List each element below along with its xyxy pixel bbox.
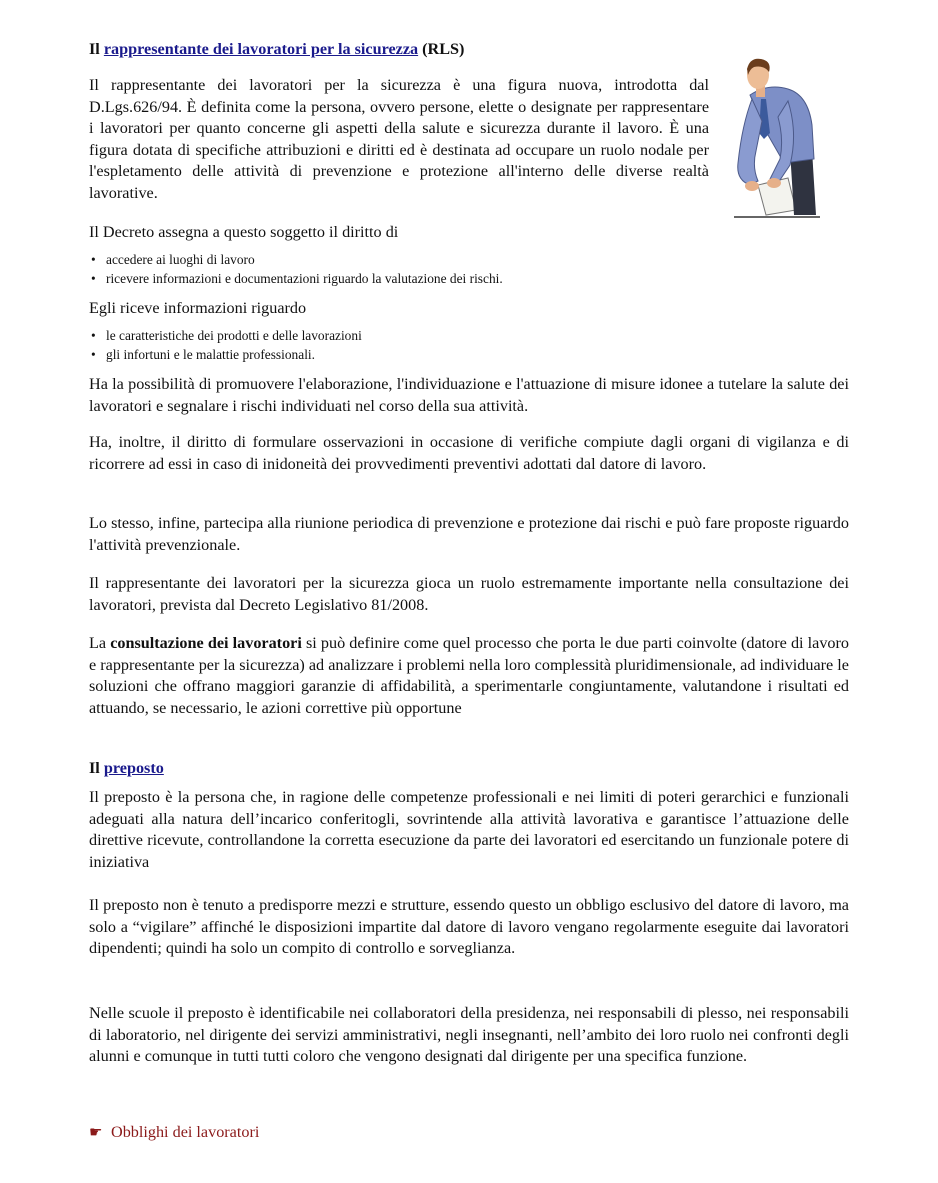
consultazione-prefix: La [89,634,111,652]
consultazione-paragraph [89,633,849,719]
rls-heading-suffix: (RLS) [418,40,465,58]
rls-info-list [89,326,789,364]
rls-info-heading: Egli riceve informazioni riguardo [89,299,307,317]
man-reading-document-illustration [728,55,823,220]
consultazione-body: si può definire come quel processo che porta le due parti coinvolte (datore di lavoro e rappresentante per la sicurezza) ad analizzare i problemi nella loro complessità pluridimensionale, ad individuare le soluzioni che offrano maggiori garanzie di affidabilità, a sperimentarle congiuntamente, valutandone i risultati ed attuando, se necessario, le azioni correttive più opportune [89,634,850,717]
rls-paragraph-2: Ha, inoltre, il diritto di formulare osservazioni in occasione di verifiche compiute dagli organi di vigilanza e di ricorrere ad essi in caso di inidoneità dei provvedimenti preventivi adottati dal datore di lavoro. [89,433,849,473]
list-item: • accedere ai luoghi di lavoro [89,250,789,269]
pointing-hand-icon: ☛ [89,1123,103,1141]
rls-rights-list [89,250,789,288]
list-item: • ricevere informazioni e documentazioni riguardo la valutazione dei rischi. [89,269,789,288]
preposto-heading [89,758,164,780]
preposto-heading-link[interactable]: preposto [103,759,164,777]
preposto-paragraph-2: Il preposto non è tenuto a predisporre mezzi e strutture, essendo questo un obbligo esclusivo del datore di lavoro, ma solo a “vigilare” affinché le disposizioni impartite dal datore di lavoro vengano regolarmente eseguite dai lavoratori dipendenti; quindi ha solo un compito di controllo e sorveglianza. [89,896,849,957]
preposto-heading-prefix: Il [89,759,104,777]
rls-heading-link[interactable]: rappresentante dei lavoratori per la sicurezza [103,40,419,58]
rls-paragraph-1: Ha la possibilità di promuovere l'elaborazione, l'individuazione e l'attuazione di misure idonee a tutelare la salute dei lavoratori e segnalare i rischi individuati nel corso della sua attività. [89,375,849,415]
list-item: • le caratteristiche dei prodotti e delle lavorazioni [89,326,789,345]
obblighi-lavoratori-link[interactable]: Obblighi dei lavoratori [111,1123,260,1141]
rls-paragraph-3: Lo stesso, infine, partecipa alla riunione periodica di prevenzione e protezione dai rischi e può fare proposte riguardo l'attività prevenzionale. [89,514,849,554]
footer-nav [89,1122,259,1144]
list-item: • gli infortuni e le malattie professionali. [89,345,789,364]
rls-heading [89,39,464,61]
rls-paragraph-4: Il rappresentante dei lavoratori per la sicurezza gioca un ruolo estremamente importante nella consultazione dei lavoratori, prevista dal Decreto Legislativo 81/2008. [89,574,849,614]
preposto-paragraph-1: Il preposto è la persona che, in ragione delle competenze professionali e nei limiti di poteri gerarchici e funzionali adeguati alla natura dell’incarico conferitogli, sovrintende alla attività lavorativa e garantisce l’attuazione delle direttive ricevute, controllandone la corretta esecuzione da parte dei lavoratori ed esercitando un funzionale potere di iniziativa [89,788,849,871]
consultazione-bold-term: consultazione dei lavoratori [110,634,302,652]
preposto-paragraph-3: Nelle scuole il preposto è identificabile nei collaboratori della presidenza, nei responsabili di plesso, nei responsabili di laboratorio, nel dirigente dei servizi amministrativi, negli insegnanti, nell’ambito dei loro ruolo nei confronti degli alunni e comunque in tutti tutti coloro che vengono designati dal dirigente per una specifica funzione. [89,1004,849,1065]
rls-rights-heading: Il Decreto assegna a questo soggetto il diritto di [89,223,399,241]
rls-intro-paragraph: Il rappresentante dei lavoratori per la sicurezza è una figura nuova, introdotta dal D.Lgs.626/94. È definita come la persona, ovvero persone, elette o designate per rappresentare i lavoratori per quanto concerne gli aspetti della salute e sicurezza durante il lavoro. È una figura dotata di specifiche attribuzioni e diritti ed è destinata ad occupare un ruolo nodale per l'espletamento delle attività di prevenzione e protezione all'interno delle diverse realtà lavorative. [89,76,709,202]
rls-heading-prefix: Il [89,40,104,58]
